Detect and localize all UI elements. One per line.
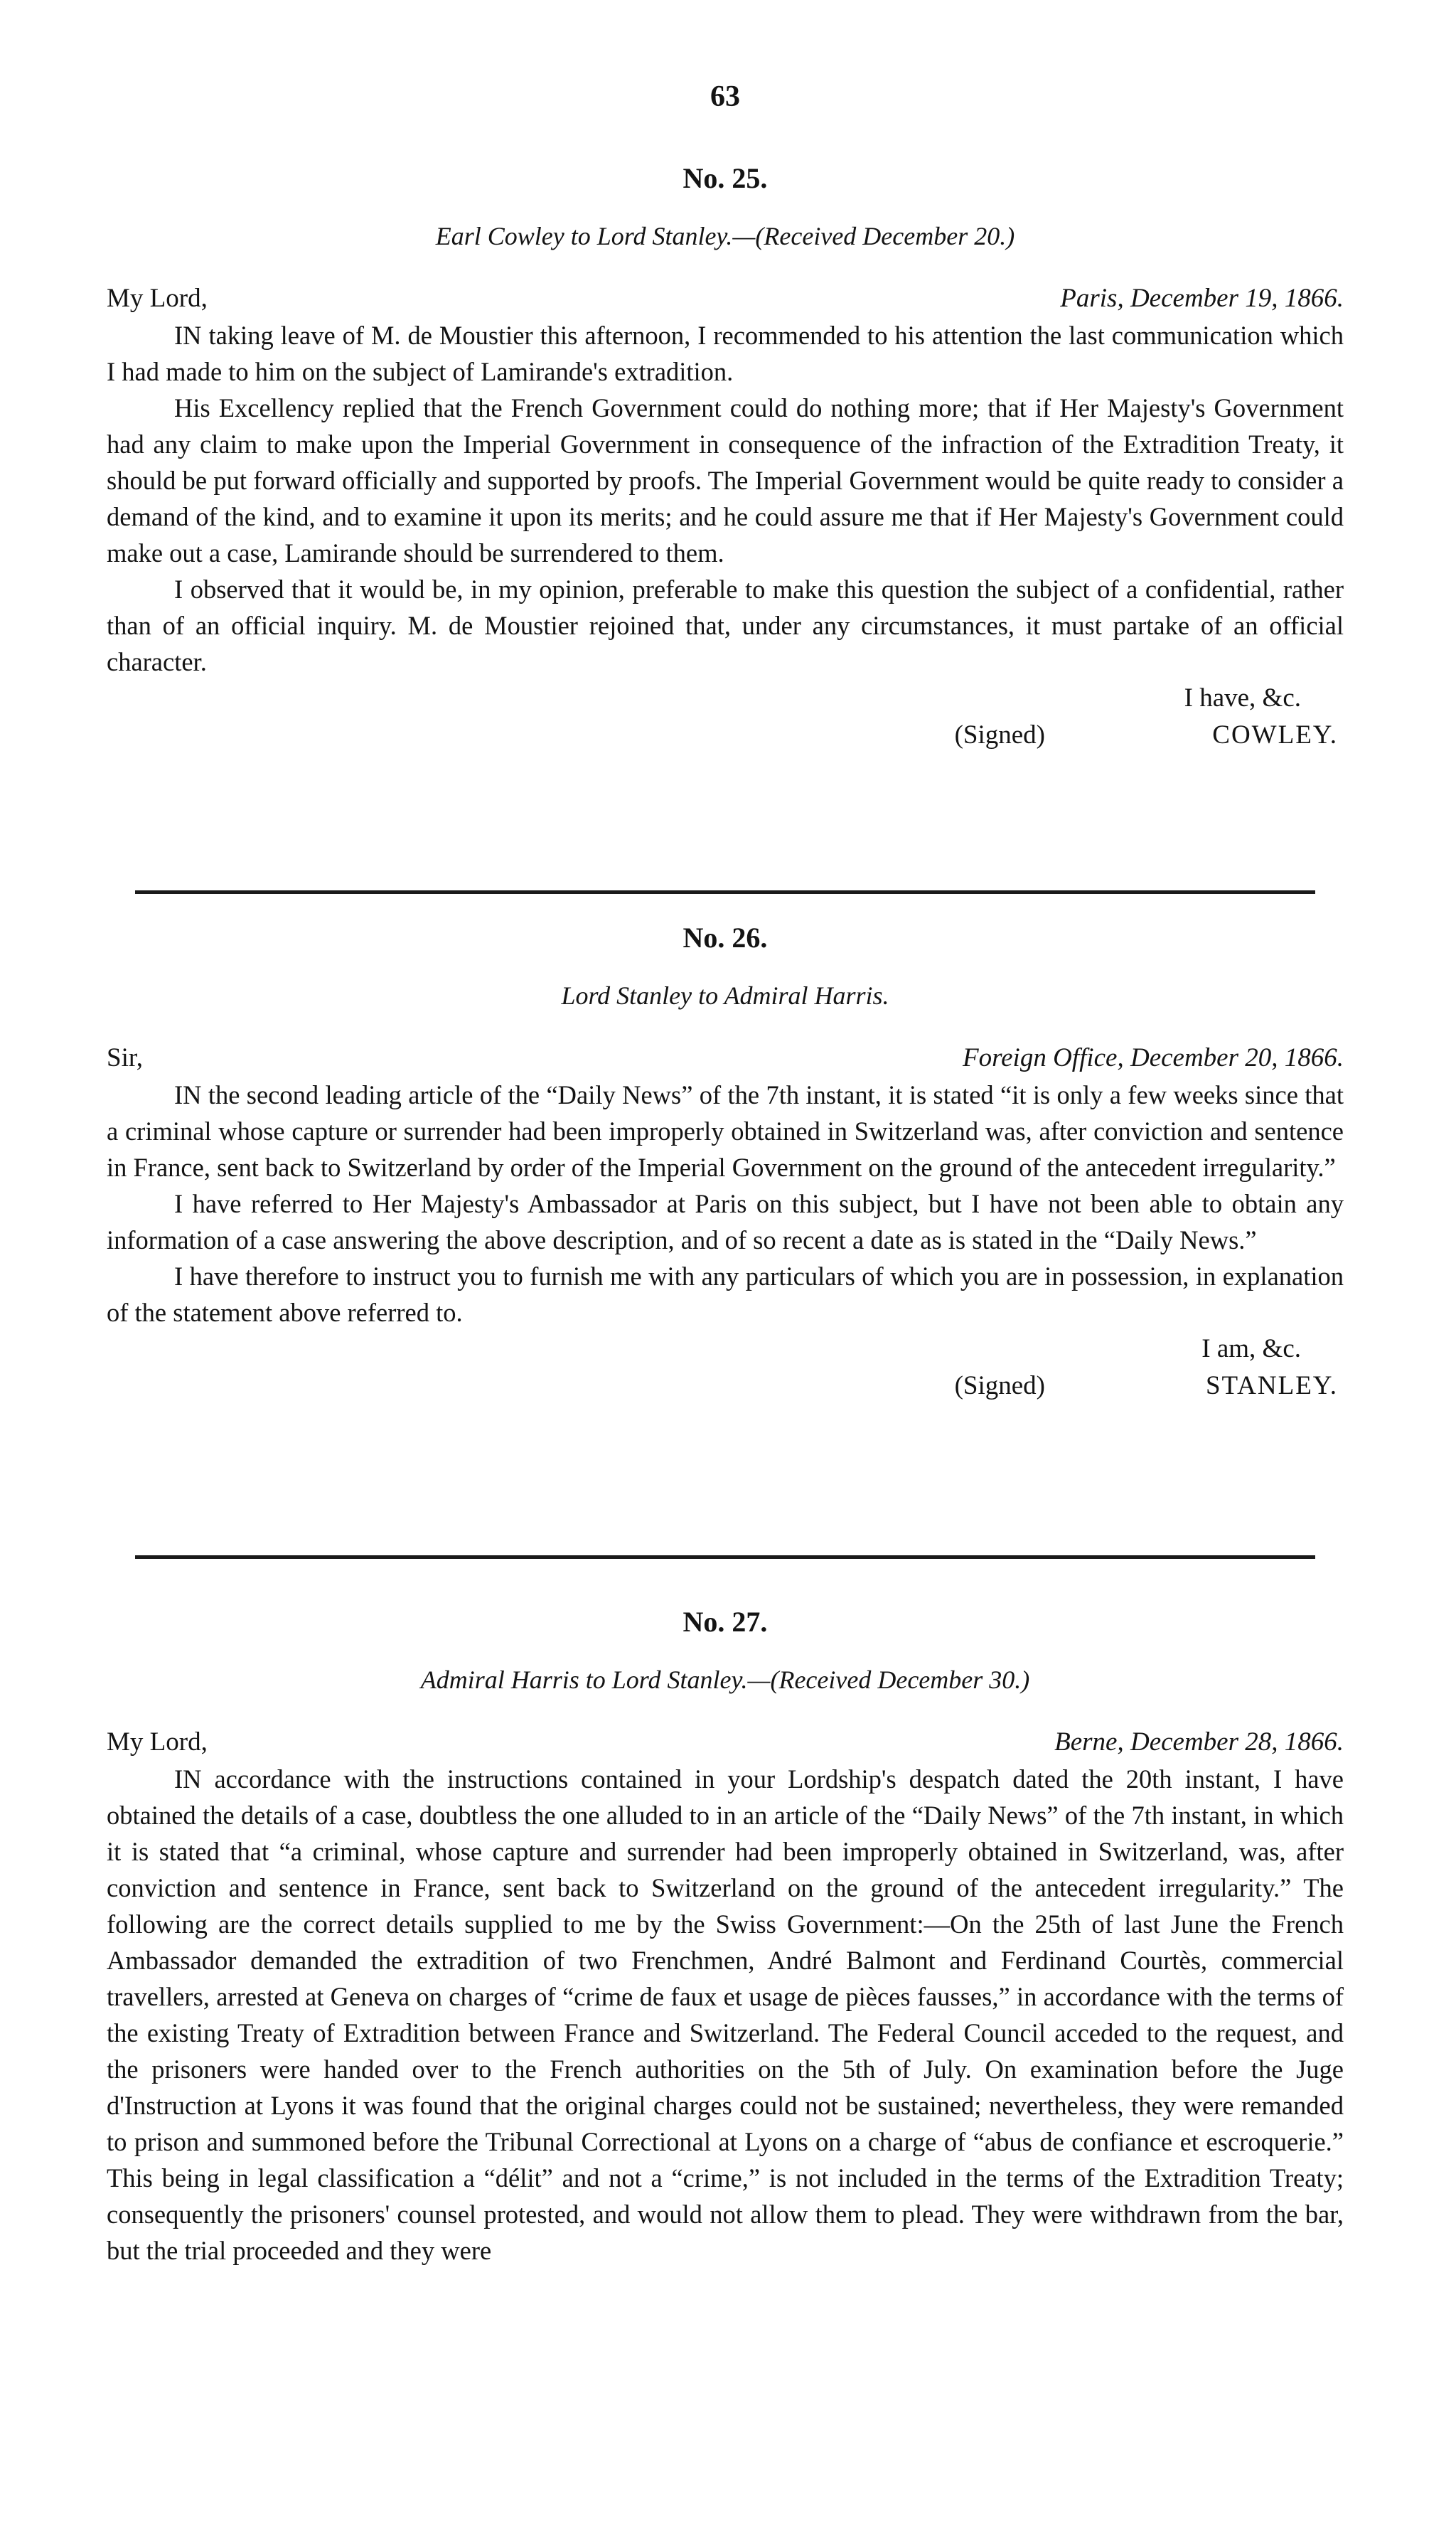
paragraph: I have referred to Her Majesty's Ambassador at Paris on this subject, but I have not been able to obtain any information of a case answering the above description, and of so recent a date as is stated in the “Daily News.” bbox=[107, 1189, 1344, 1254]
page-number: 63 bbox=[710, 80, 740, 113]
place-date: Berne, December 28, 1866. bbox=[1054, 1727, 1344, 1757]
signer-name: COWLEY. bbox=[1212, 720, 1338, 750]
paragraph: I have therefore to instruct you to furnish me with any particulars of which you are in possession, in explanation of the statement above referred to. bbox=[107, 1262, 1344, 1327]
closing-block bbox=[107, 1331, 1344, 1405]
closing-block bbox=[107, 680, 1344, 754]
salutation: My Lord, bbox=[107, 284, 208, 313]
letter-heading: Admiral Harris to Lord Stanley.—(Received December 30.) bbox=[420, 1666, 1030, 1694]
letter-heading: Earl Cowley to Lord Stanley.—(Received December 20.) bbox=[435, 222, 1015, 250]
salutation: My Lord, bbox=[107, 1727, 208, 1757]
section-divider bbox=[135, 1555, 1315, 1559]
salutation-row bbox=[107, 1040, 1344, 1077]
closing-formula: I have, &c. bbox=[1184, 683, 1301, 713]
letter-number: No. 26. bbox=[682, 922, 768, 954]
salutation-row bbox=[107, 280, 1344, 317]
closing-formula: I am, &c. bbox=[1201, 1334, 1301, 1363]
signer-name: STANLEY. bbox=[1205, 1371, 1338, 1400]
salutation: Sir, bbox=[107, 1043, 143, 1072]
section-divider bbox=[135, 890, 1315, 894]
paragraph: IN taking leave of M. de Moustier this afternoon, I recommended to his attention the last communication which I had made to him on the subject of Lamirande's extradition. bbox=[107, 321, 1344, 386]
document-page bbox=[107, 0, 1344, 2531]
signed-label: (Signed) bbox=[954, 720, 1045, 750]
letter-number: No. 25. bbox=[682, 162, 768, 194]
place-date: Foreign Office, December 20, 1866. bbox=[962, 1043, 1344, 1072]
place-date: Paris, December 19, 1866. bbox=[1060, 284, 1344, 313]
paragraph: His Excellency replied that the French Government could do nothing more; that if Her Majesty's Government had any claim to make upon the Imperial Government in consequence of the infraction of the Extradition Treaty, it should be put forward officially and supported by proofs. The Imperial Government would be quite ready to consider a demand of the kind, and to examine it upon its merits; and he could assure me that if Her Majesty's Government could make out a case, Lamirande should be surrendered to them. bbox=[107, 393, 1344, 568]
letter-no-25 bbox=[107, 158, 1344, 754]
letter-number: No. 27. bbox=[682, 1606, 768, 1638]
signed-label: (Signed) bbox=[954, 1371, 1045, 1400]
letter-heading: Lord Stanley to Admiral Harris. bbox=[561, 981, 889, 1010]
letter-no-26 bbox=[107, 917, 1344, 1405]
paragraph: I observed that it would be, in my opinion, preferable to make this question the subject of a confidential, rather than of an official inquiry. M. de Moustier rejoined that, under any circumstances, it must partake of an official character. bbox=[107, 575, 1344, 676]
paragraph: IN the second leading article of the “Daily News” of the 7th instant, it is stated “it is only a few weeks since that a criminal whose capture or surrender had been improperly obtained in Switzerland was, after conviction and sentence in France, sent back to Switzerland by order of the Imperial Government on the ground of the antecedent irregularity.” bbox=[107, 1080, 1344, 1182]
letter-no-27 bbox=[107, 1602, 1344, 2269]
salutation-row bbox=[107, 1724, 1344, 1761]
paragraph: IN accordance with the instructions contained in your Lordship's despatch dated the 20th instant, I have obtained the details of a case, doubtless the one alluded to in an article of the “Daily News” of the 7th instant, in which it is stated that “a criminal, whose capture and surrender had been improperly obtained in Switzerland, was, after conviction and sentence in France, sent back to Switzerland on the ground of the antecedent irregularity.” The following are the correct details supplied to me by the Swiss Government:—On the 25th of last June the French Ambassador demanded the extradition of two Frenchmen, André Balmont and Ferdinand Courtès, commercial travellers, arrested at Geneva on charges of “crime de faux et usage de pièces fausses,” in accordance with the terms of the existing Treaty of Extradition between France and Switzerland. The Federal Council acceded to the request, and the prisoners were handed over to the French authorities on the 5th of July. On examination before the Juge d'Instruction at Lyons it was found that the original charges could not be sustained; nevertheless, they were remanded to prison and summoned before the Tribunal Correctional at Lyons on a charge of “abus de confiance et escroquerie.” This being in legal classification a “délit” and not a “crime,” is not included in the terms of the Extradition Treaty; consequently the prisoners' counsel protested, and would not allow them to plead. They were withdrawn from the bar, but the trial proceeded and they were bbox=[107, 1764, 1344, 2265]
